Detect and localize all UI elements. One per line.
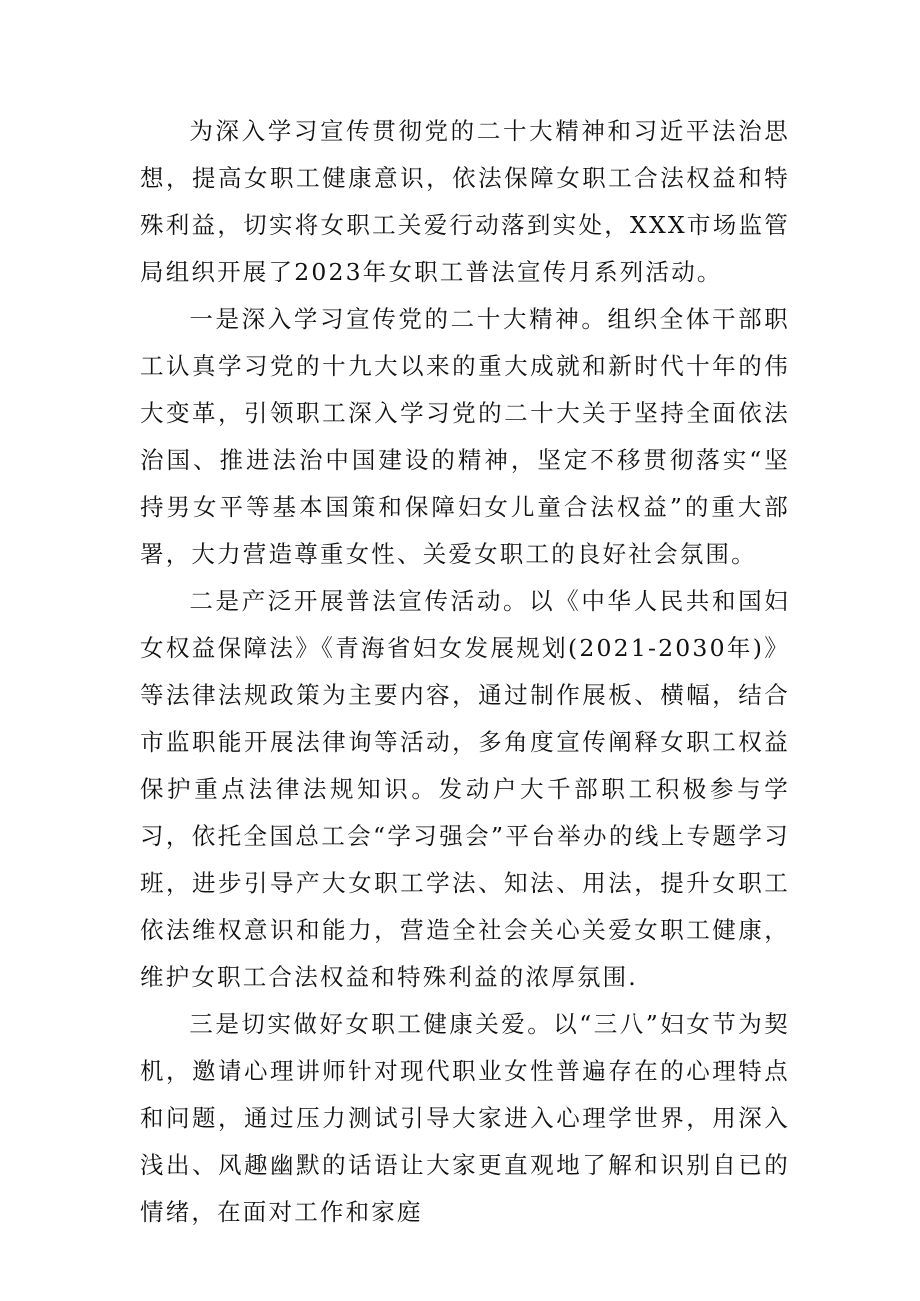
document-body — [140, 108, 790, 1236]
paragraph-point-two: 二是产泛开展普法宣传活动。以《中华人民共和国妇女权益保障法》《青海省妇女发展规划(2021-2030年)》等法律法规政策为主要内容，通过制作展板、横幅，结合市监职能开展法律询等活动，多角度宣传阐释女职工权益保护重点法律法规知识。发动户大千部职工积极参与学习，依托全国总工会“学习强会”平台举办的线上专题学习班，进步引导产大女职工学法、知法、用法，提升女职工依法维权意识和能力，营造全社会关心关爱女职工健康，维护女职工合法权益和特殊利益的浓厚氛围. — [140, 587, 790, 991]
paragraph-point-three: 三是切实做好女职工健康关爱。以“三八”妇女节为契机，邀请心理讲师针对现代职业女性普遍存在的心理特点和问题，通过压力测试引导大家进入心理学世界，用深入浅出、风趣幽默的话语让大家更直观地了解和识别自已的情绪，在面对工作和家庭 — [140, 1010, 790, 1226]
paragraph-point-one: 一是深入学习宣传党的二十大精神。组织全体干部职工认真学习党的十九大以来的重大成就和新时代十年的伟大变革，引领职工深入学习党的二十大关于坚持全面依法治国、推进法治中国建设的精神，坚定不移贯彻落实“坚持男女平等基本国策和保障妇女儿童合法权益”的重大部署，大力营造尊重女性、关爱女职工的良好社会氛围。 — [140, 305, 790, 568]
paragraph-intro: 为深入学习宣传贯彻党的二十大精神和习近平法治思想，提高女职工健康意识，依法保障女职工合法权益和特殊利益，切实将女职工关爱行动落到实处，XXX市场监管局组织开展了2023年女职工普法宣传月系列活动。 — [140, 117, 790, 286]
